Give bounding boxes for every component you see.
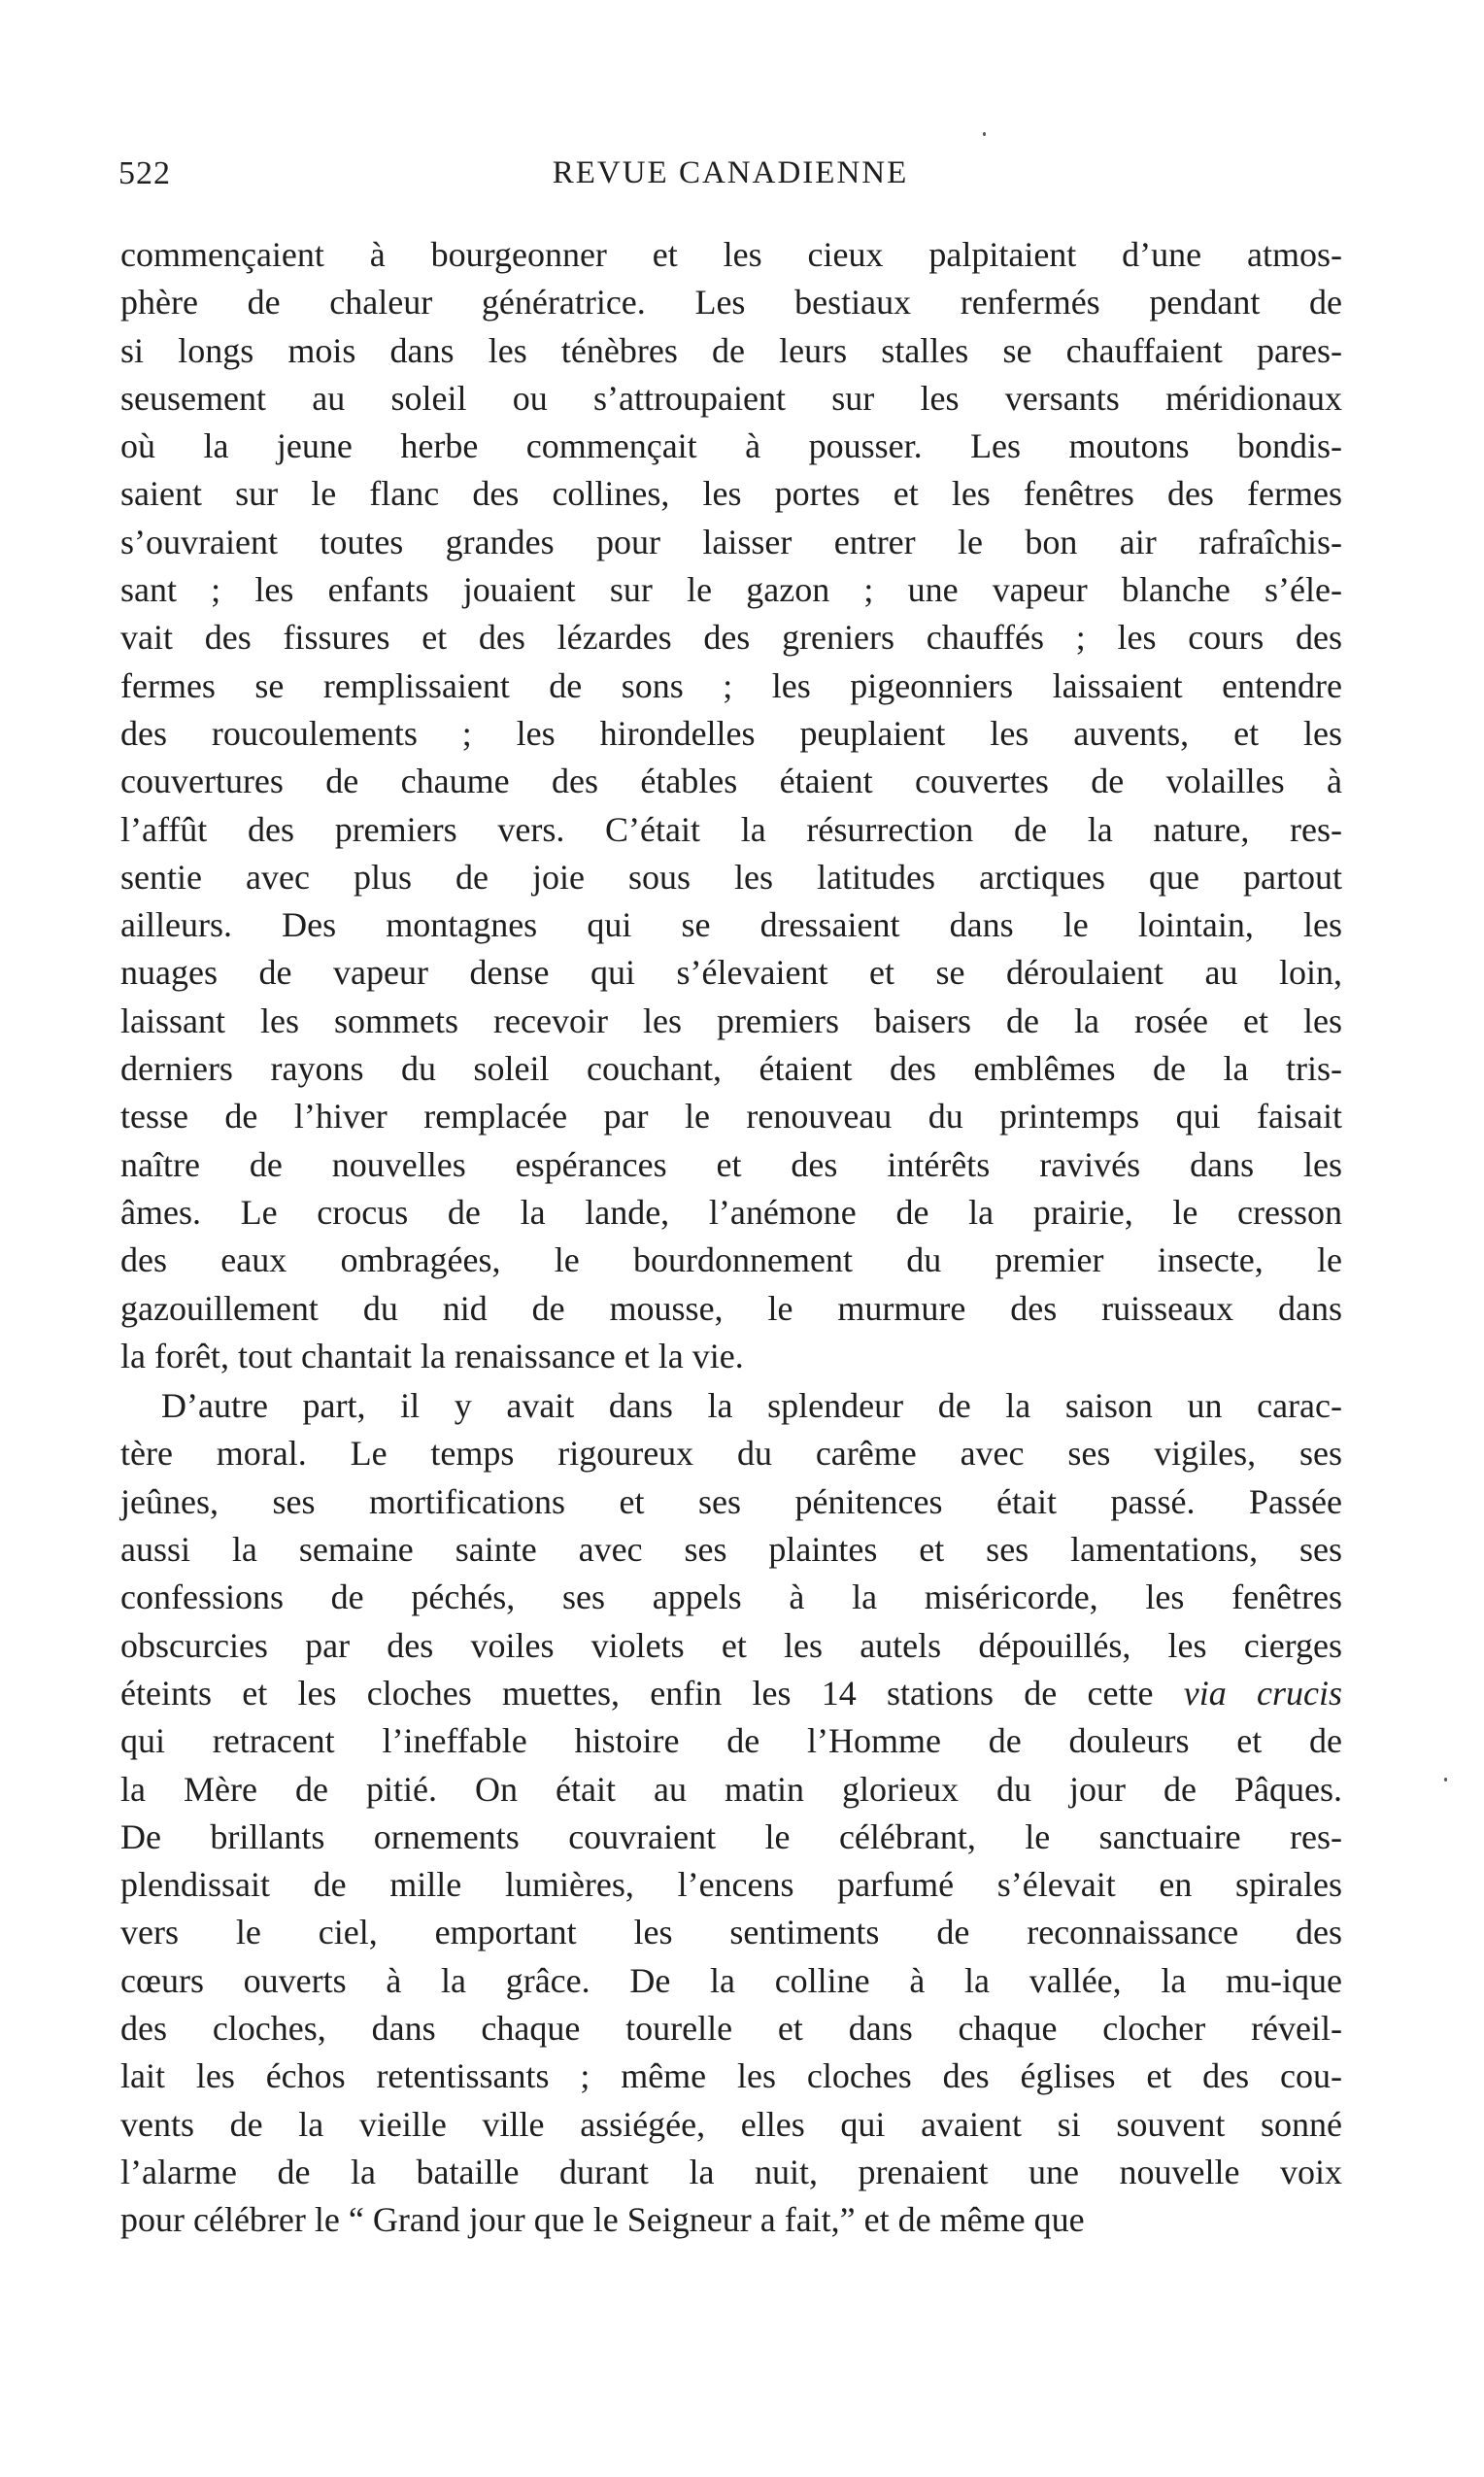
text-line: jeûnes, ses mortifications et ses pénitences était passé. Passée <box>120 1481 1342 1521</box>
text-line: derniers rayons du soleil couchant, étaient des emblêmes de la tris- <box>120 1049 1342 1089</box>
text-line: vait des fissures et des lézardes des greniers chauffés ; les cours des <box>120 618 1342 658</box>
text-line: s’ouvraient toutes grandes pour laisser entrer le bon air rafraîchis- <box>120 522 1342 561</box>
text-line: âmes. Le crocus de la lande, l’anémone de la prairie, le cresson <box>120 1192 1342 1232</box>
text-line: vers le ciel, emportant les sentiments de reconnaissance des <box>120 1913 1342 1952</box>
paragraph-2 <box>120 1382 1342 2244</box>
print-speck <box>1444 1778 1447 1781</box>
text-line: plendissait de mille lumières, l’encens parfumé s’élevait en spirales <box>120 1865 1342 1905</box>
text-line: sentie avec plus de joie sous les latitudes arctiques que partout <box>120 857 1342 897</box>
italic-phrase: via crucis <box>1183 1673 1342 1713</box>
text-line: De brillants ornements couvraient le célébrant, le sanctuaire res- <box>120 1816 1342 1856</box>
text-line: D’autre part, il y avait dans la splendeur de la saison un carac- <box>161 1386 1342 1426</box>
running-header <box>118 155 1342 204</box>
text-line: qui retracent l’ineffable histoire de l’Homme de douleurs et de <box>120 1721 1342 1761</box>
text-line: obscurcies par des voiles violets et les autels dépouillés, les cierges <box>120 1625 1342 1665</box>
page-number: 522 <box>118 155 171 191</box>
text-line: aussi la semaine sainte avec ses plaintes et ses lamentations, ses <box>120 1530 1342 1570</box>
text-line: la Mère de pitié. On était au matin glorieux du jour de Pâques. <box>120 1769 1342 1809</box>
text-line: pour célébrer le “ Grand jour que le Seigneur a fait,” et de même que <box>120 2200 1085 2240</box>
text-line: éteints et les cloches muettes, enfin les 14 stations de cette via crucis <box>120 1673 1342 1713</box>
text-line: naître de nouvelles espérances et des intérêts ravivés dans les <box>120 1144 1342 1184</box>
text-line: où la jeune herbe commençait à pousser. Les moutons bondis- <box>120 426 1342 466</box>
text-line: saient sur le flanc des collines, les portes et les fenêtres des fermes <box>120 474 1342 514</box>
text-line: phère de chaleur génératrice. Les bestiaux renfermés pendant de <box>120 283 1342 322</box>
text-line: couvertures de chaume des étables étaient couvertes de volailles à <box>120 762 1342 801</box>
print-speck <box>983 132 986 136</box>
text-line: des eaux ombragées, le bourdonnement du premier insecte, le <box>120 1240 1342 1280</box>
text-line: tesse de l’hiver remplacée par le renouveau du printemps qui faisait <box>120 1097 1342 1137</box>
paragraph-1 <box>120 231 1342 1380</box>
running-title: REVUE CANADIENNE <box>552 155 909 190</box>
text-line: gazouillement du nid de mousse, le murmure des ruisseaux dans <box>120 1288 1342 1328</box>
text-line: des cloches, dans chaque tourelle et dans chaque clocher réveil- <box>120 2008 1342 2048</box>
text-line: l’alarme de la bataille durant la nuit, prenaient une nouvelle voix <box>120 2152 1342 2191</box>
text-line: commençaient à bourgeonner et les cieux palpitaient d’une atmos- <box>120 235 1342 274</box>
text-line: lait les échos retentissants ; même les cloches des églises et des cou- <box>120 2056 1342 2096</box>
text-line: l’affût des premiers vers. C’était la résurrection de la nature, res- <box>120 809 1342 849</box>
body-text <box>120 231 1342 2244</box>
text-line: des roucoulements ; les hirondelles peuplaient les auvents, et les <box>120 713 1342 753</box>
text-line: tère moral. Le temps rigoureux du carême avec ses vigiles, ses <box>120 1434 1342 1474</box>
text-line: confessions de péchés, ses appels à la miséricorde, les fenêtres <box>120 1578 1342 1617</box>
text-line: fermes se remplissaient de sons ; les pigeonniers laissaient entendre <box>120 665 1342 705</box>
text-line: sant ; les enfants jouaient sur le gazon ; une vapeur blanche s’éle- <box>120 570 1342 610</box>
text-line: nuages de vapeur dense qui s’élevaient et se déroulaient au loin, <box>120 953 1342 993</box>
text-line: cœurs ouverts à la grâce. De la colline à la vallée, la mu-ique <box>120 1960 1342 2000</box>
text-line: ailleurs. Des montagnes qui se dressaient dans le lointain, les <box>120 905 1342 945</box>
text-line: laissant les sommets recevoir les premiers baisers de la rosée et les <box>120 1001 1342 1040</box>
text-line: si longs mois dans les ténèbres de leurs stalles se chauffaient pares- <box>120 330 1342 370</box>
text-line: vents de la vieille ville assiégée, elles qui avaient si souvent sonné <box>120 2104 1342 2144</box>
text-line: la forêt, tout chantait la renaissance et la vie. <box>120 1336 744 1375</box>
text-line: seusement au soleil ou s’attroupaient sur les versants méridionaux <box>120 378 1342 418</box>
